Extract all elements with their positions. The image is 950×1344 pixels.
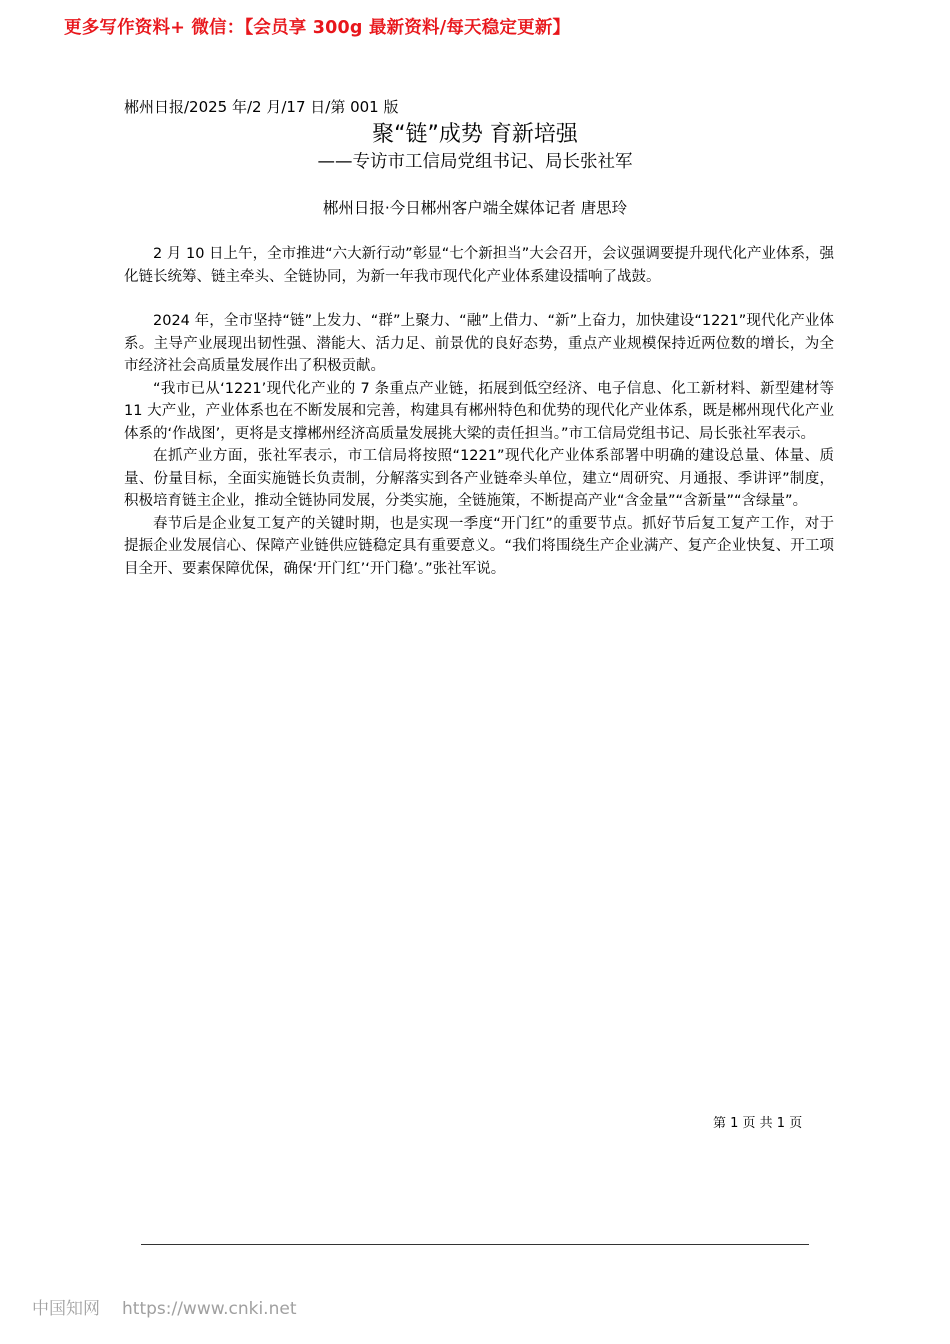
footer xyxy=(32,1294,296,1319)
article-subtitle: ——专访市工信局党组书记、局长张社军 xyxy=(317,152,633,172)
source-line: 郴州日报/2025 年/2 月/17 日/第 001 版 xyxy=(124,98,399,116)
paragraph: “我市已从‘1221’现代化产业的 7 条重点产业链，拓展到低空经济、电子信息、化工新材料、新型建材等 11 大产业，产业体系也在不断发展和完善，构建具有郴州特色和优势的现代化产业体系，既是郴州现代化产业体系的‘作战图’，更将是支撑郴州经济高质量发展挑大梁的责任担当。”市工信局党组书记、局长张社军表示。 xyxy=(124,380,834,442)
footer-divider xyxy=(141,1244,809,1245)
paragraph: 在抓产业方面，张社军表示，市工信局将按照“1221”现代化产业体系部署中明确的建设总量、体量、质量、份量目标，全面实施链长负责制，分解落实到各产业链牵头单位，建立“周研究、月通报、季讲评”制度，积极培育链主企业，推动全链协同发展，分类实施，全链施策，不断提高产业“含金量”“含新量”“含绿量”。 xyxy=(124,448,834,509)
paragraph: 2024 年，全市坚持“链”上发力、“群”上聚力、“融”上借力、“新”上奋力，加快建设“1221”现代化产业体系。主导产业展现出韧性强、潜能大、活力足、前景优的良好态势，重点产业规模保持近两位数的增长，为全市经济社会高质量发展作出了积极贡献。 xyxy=(124,313,834,374)
promo-banner: 更多写作资料+ 微信：【会员享 300g 最新资料/每天稳定更新】 xyxy=(64,18,571,38)
footer-brand: 中国知网 xyxy=(32,1299,100,1319)
footer-url[interactable]: https://www.cnki.net xyxy=(122,1299,297,1319)
article-body xyxy=(124,243,834,580)
paragraph: 2 月 10 日上午，全市推进“六大新行动”彰显“七个新担当”大会召开，会议强调要提升现代化产业体系，强化链长统筹、链主牵头、全链协同，为新一年我市现代化产业体系建设擂响了战鼓。 xyxy=(124,246,834,285)
paragraph: 春节后是企业复工复产的关键时期，也是实现一季度“开门红”的重要节点。抓好节后复工复产工作，对于提振企业发展信心、保障产业链供应链稳定具有重要意义。“我们将围绕生产企业满产、复产企业快复、开工项目全开、要素保障优保，确保‘开门红’‘开门稳’。”张社军说。 xyxy=(124,515,834,577)
article-byline: 郴州日报·今日郴州客户端全媒体记者 唐思玲 xyxy=(322,199,628,217)
article-title: 聚“链”成势 育新培强 xyxy=(372,122,578,147)
page-count: 第 1 页 共 1 页 xyxy=(713,1116,803,1131)
